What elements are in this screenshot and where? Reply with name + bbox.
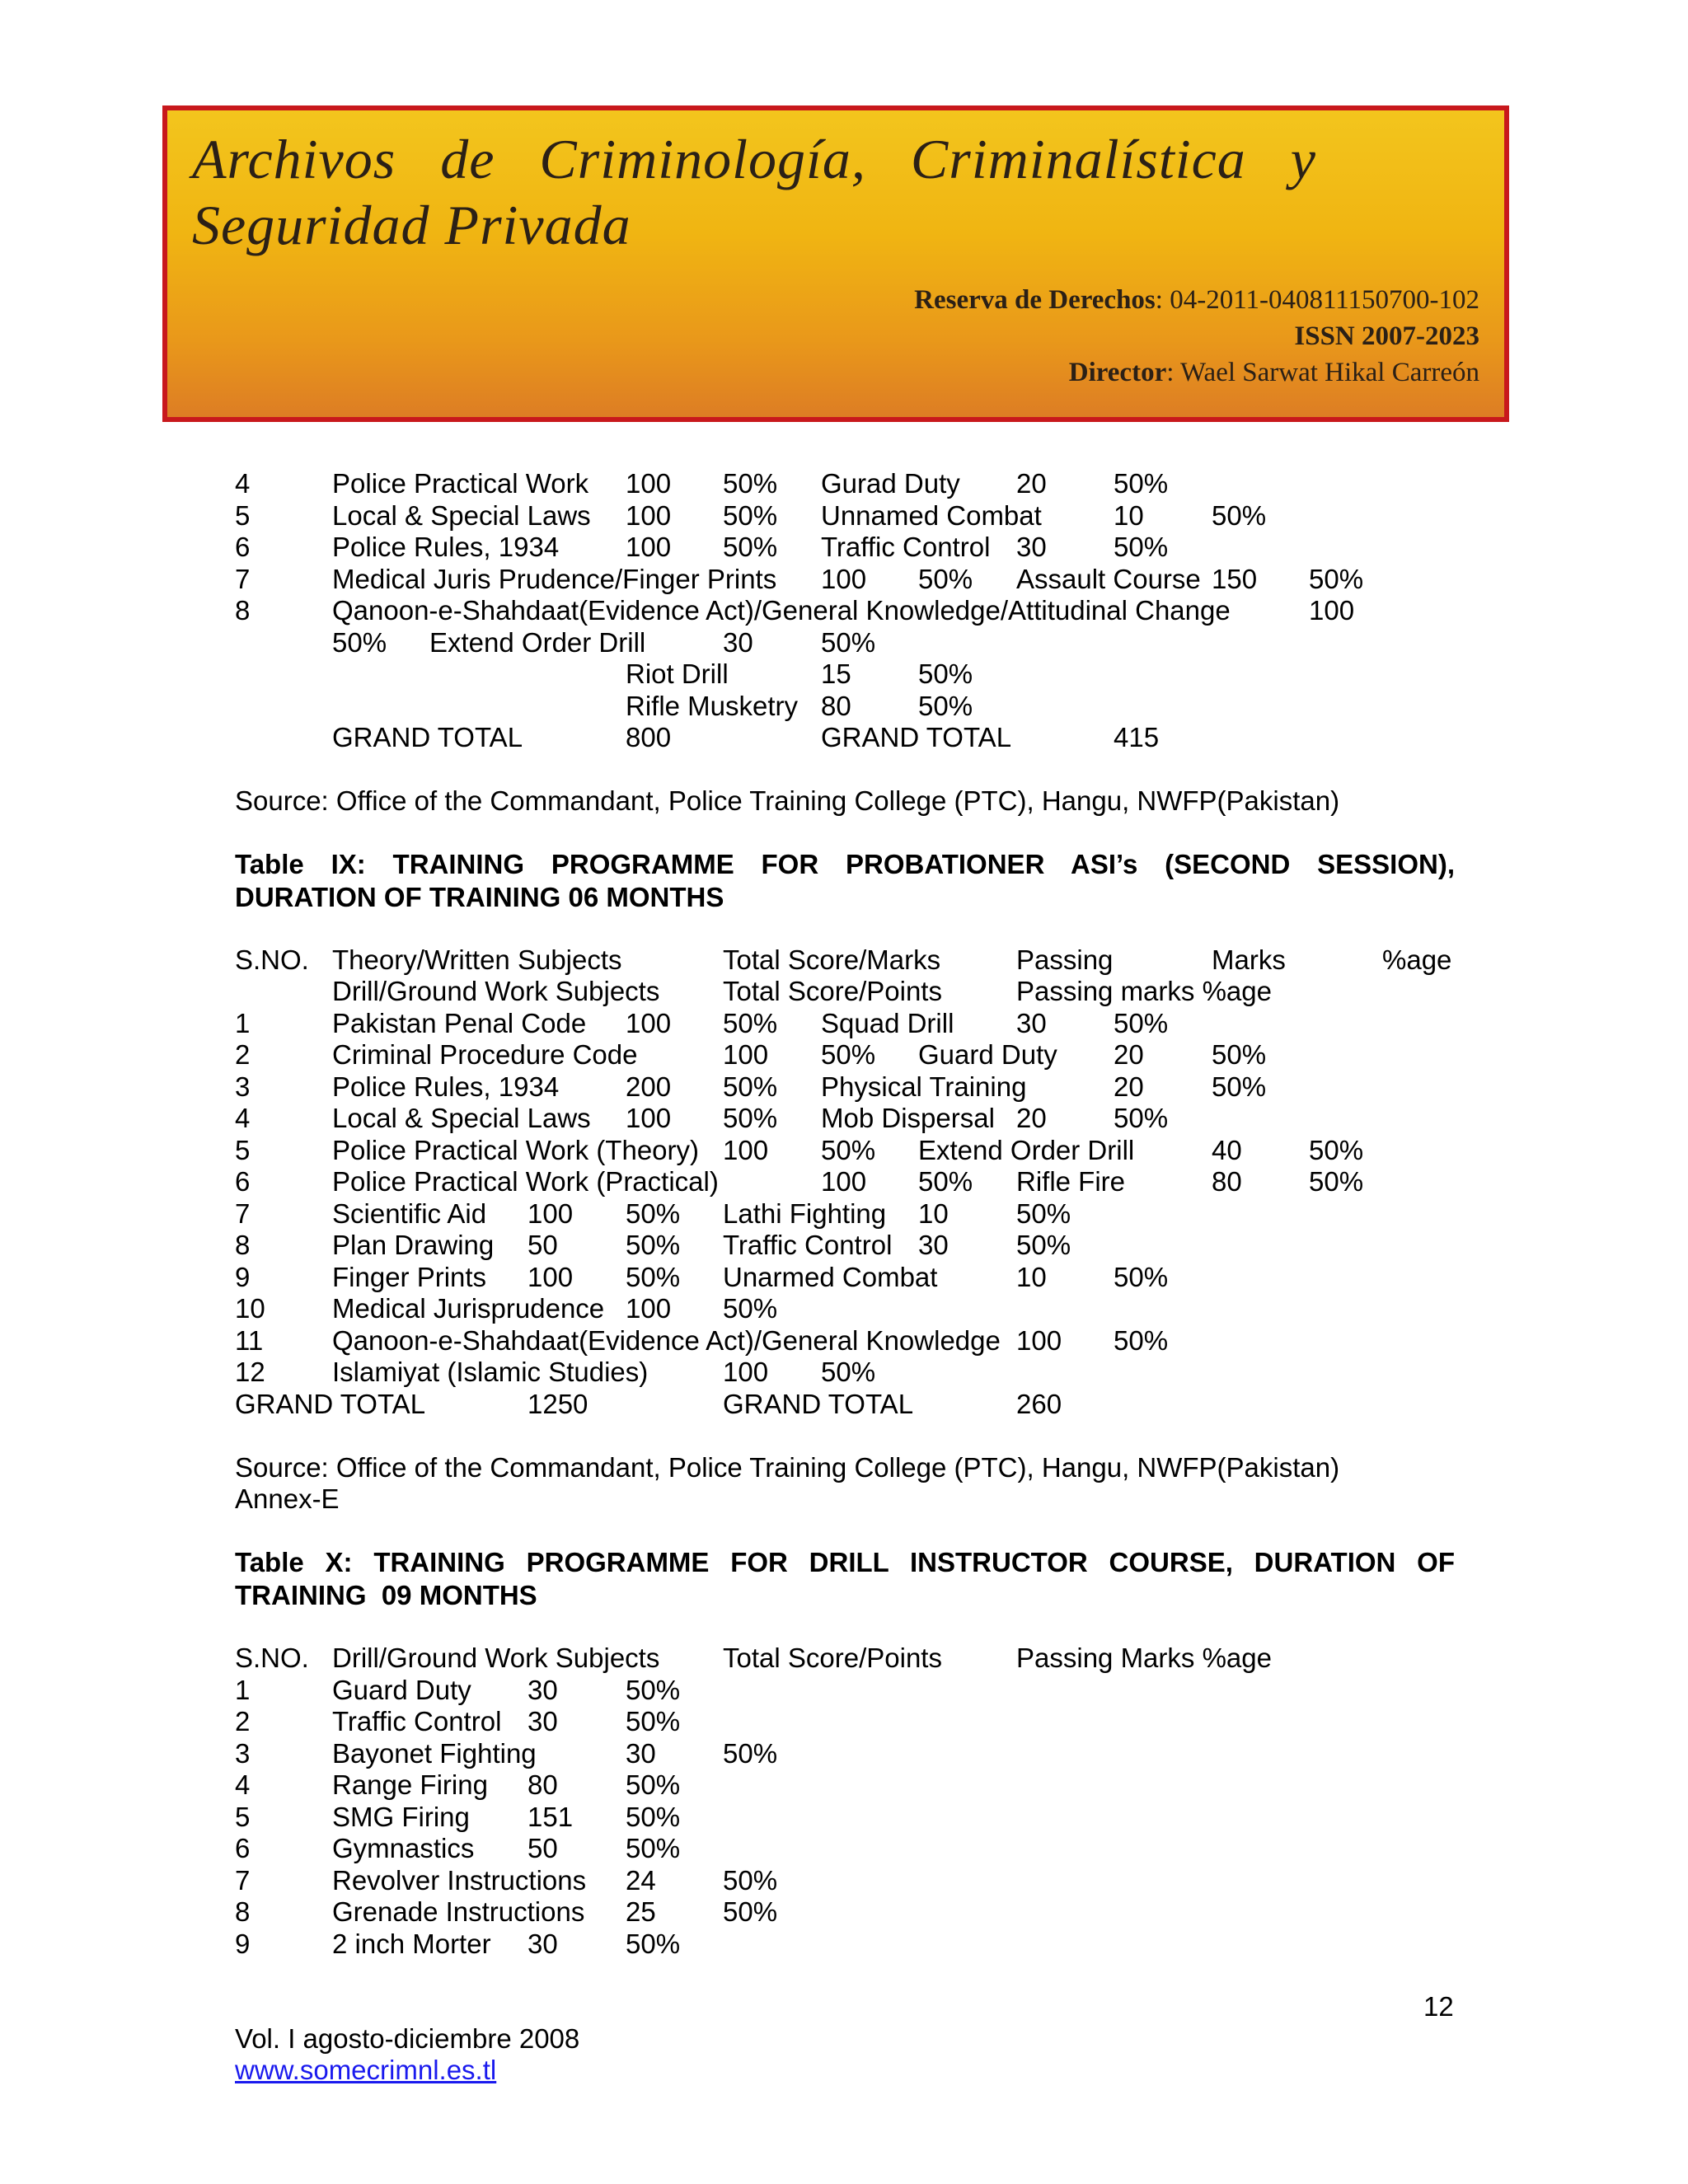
cell: 50% [626, 1230, 681, 1260]
cell: 50% [626, 1198, 681, 1229]
table-row [0, 690, 1688, 723]
cell: 50% [918, 1166, 973, 1197]
cell: 100 [528, 1262, 574, 1292]
table-row [0, 1324, 1688, 1357]
cell: 100 [528, 1198, 574, 1229]
col-header: S.NO. [235, 944, 309, 975]
cell: 100 [1309, 595, 1355, 626]
cell: 9 [235, 1262, 251, 1292]
table-row [0, 1832, 1688, 1865]
cell: 100 [626, 468, 672, 499]
cell: Local & Special Laws [332, 500, 591, 531]
cell: 50 [528, 1833, 558, 1863]
cell: 5 [235, 1135, 251, 1165]
cell: 10 [1016, 1262, 1047, 1292]
cell: Traffic Control [821, 532, 991, 562]
cell: Extend Order Drill [918, 1135, 1135, 1165]
cell: 100 [1016, 1325, 1062, 1356]
cell: GRAND TOTAL [723, 1389, 914, 1419]
cell: 50% [1309, 1135, 1364, 1165]
cell: 50% [1016, 1230, 1071, 1260]
cell: 2 [235, 1706, 251, 1736]
cell: 100 [626, 1293, 672, 1324]
cell: GRAND TOTAL [332, 722, 523, 752]
col-header: %age [1382, 944, 1452, 975]
cell: 30 [528, 1706, 558, 1736]
cell: 50% [626, 1802, 681, 1832]
table-row [0, 563, 1688, 596]
table-row [0, 658, 1688, 691]
cell: 10 [235, 1293, 265, 1324]
cell: 50% [626, 1675, 681, 1705]
table-row [0, 1674, 1688, 1707]
table-header-row [0, 975, 1688, 1008]
source-note: Source: Office of the Commandant, Police Training College (PTC), Hangu, NWFP(Pakistan) [235, 1452, 1340, 1483]
cell: 11 [235, 1325, 264, 1356]
cell: 260 [1016, 1389, 1062, 1419]
col-header: S.NO. [235, 1643, 309, 1673]
col-header: Passing Marks %age [1016, 1643, 1272, 1673]
cell: Police Practical Work (Theory) [332, 1135, 700, 1165]
cell: Extend Order Drill [429, 627, 646, 658]
table-row [0, 1102, 1688, 1135]
table10-heading-line1: Table X: TRAINING PROGRAMME FOR DRILL INSTRUCTOR COURSE, DURATION OF [235, 1547, 1455, 1577]
cell: 50% [332, 627, 387, 658]
table-row [0, 1134, 1688, 1167]
table-row [0, 1229, 1688, 1262]
cell: Grenade Instructions [332, 1896, 585, 1927]
cell: 20 [1114, 1071, 1144, 1102]
table9-heading-line2: DURATION OF TRAINING 06 MONTHS [235, 882, 724, 912]
table9-heading-line1: Table IX: TRAINING PROGRAMME FOR PROBATIONER ASI’s (SECOND SESSION), [235, 849, 1455, 879]
table-row [0, 1896, 1688, 1929]
rights-value: : 04-2011-040811150700-102 [1155, 285, 1479, 315]
table-row [0, 499, 1688, 532]
director-line [1069, 358, 1479, 388]
cell: 50% [1212, 1039, 1267, 1070]
cell: 50% [626, 1769, 681, 1800]
cell: 30 [918, 1230, 949, 1260]
cell: 100 [626, 500, 672, 531]
grand-total-row [0, 1388, 1688, 1421]
cell: 50% [723, 1293, 778, 1324]
cell: 50% [723, 1738, 778, 1769]
table-row [0, 1801, 1688, 1834]
cell: GRAND TOTAL [821, 722, 1012, 752]
cell: Rifle Fire [1016, 1166, 1126, 1197]
cell: Range Firing [332, 1769, 488, 1800]
cell: 9 [235, 1929, 251, 1959]
cell: 25 [626, 1896, 656, 1927]
cell: 30 [528, 1929, 558, 1959]
table-row [0, 1769, 1688, 1802]
cell: Qanoon-e-Shahdaat(Evidence Act)/General Knowledge/Attitudinal Change [332, 595, 1231, 626]
cell: Physical Training [821, 1071, 1027, 1102]
cell: 30 [723, 627, 753, 658]
cell: Revolver Instructions [332, 1865, 587, 1896]
cell: Traffic Control [723, 1230, 893, 1260]
cell: Criminal Procedure Code [332, 1039, 638, 1070]
cell: Plan Drawing [332, 1230, 495, 1260]
page-number: 12 [1423, 1991, 1454, 2022]
cell: Police Practical Work [332, 468, 589, 499]
cell: 8 [235, 595, 251, 626]
director-value: : Wael Sarwat Hikal Carreón [1166, 358, 1479, 387]
table-row [0, 1071, 1688, 1104]
cell: 150 [1212, 564, 1258, 594]
table-row [0, 1038, 1688, 1071]
cell: 50% [1114, 468, 1169, 499]
cell: 6 [235, 1833, 251, 1863]
cell: 80 [1212, 1166, 1242, 1197]
cell: 50% [723, 1896, 778, 1927]
cell: Unnamed Combat [821, 500, 1042, 531]
cell: 5 [235, 1802, 251, 1832]
cell: 6 [235, 1166, 251, 1197]
journal-title-line2: Seguridad Privada [192, 194, 631, 256]
col-header: Theory/Written Subjects [332, 944, 622, 975]
cell: Qanoon-e-Shahdaat(Evidence Act)/General Knowledge [332, 1325, 1001, 1356]
cell: 50% [626, 1833, 681, 1863]
cell: SMG Firing [332, 1802, 470, 1832]
cell: Guard Duty [332, 1675, 471, 1705]
table-header-row [0, 944, 1688, 977]
table10-heading [235, 1546, 1455, 1612]
cell: Pakistan Penal Code [332, 1008, 587, 1038]
cell: Unarmed Combat [723, 1262, 938, 1292]
cell: 50% [1309, 1166, 1364, 1197]
annex-label: Annex-E [235, 1483, 340, 1514]
cell: Islamiyat (Islamic Studies) [332, 1357, 649, 1387]
col-header: Drill/Ground Work Subjects [332, 976, 660, 1006]
cell: 50% [723, 532, 778, 562]
cell: 50% [821, 1357, 876, 1387]
cell: 100 [626, 532, 672, 562]
cell: 15 [821, 658, 851, 689]
cell: GRAND TOTAL [235, 1389, 426, 1419]
cell: 50% [918, 658, 973, 689]
cell: 100 [723, 1135, 769, 1165]
source-note: Source: Office of the Commandant, Police Training College (PTC), Hangu, NWFP(Pakistan) [235, 785, 1340, 816]
cell: 100 [626, 1103, 672, 1133]
cell: Finger Prints [332, 1262, 487, 1292]
cell: Medical Juris Prudence/Finger Prints [332, 564, 777, 594]
cell: 50% [918, 691, 973, 721]
col-header: Passing marks %age [1016, 976, 1272, 1006]
table-row [0, 1928, 1688, 1961]
footer-link-wrap [235, 2054, 496, 2087]
cell: 415 [1114, 722, 1160, 752]
cell: 50% [723, 1103, 778, 1133]
cell: 2 inch Morter [332, 1929, 491, 1959]
cell: 24 [626, 1865, 656, 1896]
cell: 100 [723, 1039, 769, 1070]
cell: 50% [821, 1039, 876, 1070]
col-header: Drill/Ground Work Subjects [332, 1643, 660, 1673]
col-header: Total Score/Marks [723, 944, 941, 975]
cell: Squad Drill [821, 1008, 954, 1038]
cell: 4 [235, 1769, 251, 1800]
cell: 10 [1114, 500, 1144, 531]
cell: 151 [528, 1802, 574, 1832]
cell: 50% [918, 564, 973, 594]
rights-label: Reserva de Derechos [914, 285, 1156, 315]
cell: 50% [1114, 1103, 1169, 1133]
cell: 30 [528, 1675, 558, 1705]
cell: 50% [821, 1135, 876, 1165]
cell: 50% [1114, 1325, 1169, 1356]
cell: 5 [235, 500, 251, 531]
cell: 2 [235, 1039, 251, 1070]
cell: 8 [235, 1230, 251, 1260]
cell: 50% [723, 1008, 778, 1038]
table-row [0, 467, 1688, 500]
cell: 20 [1016, 1103, 1047, 1133]
cell: 50% [1114, 1262, 1169, 1292]
col-header: Total Score/Points [723, 976, 942, 1006]
cell: 1250 [528, 1389, 588, 1419]
cell: 50% [1212, 1071, 1267, 1102]
cell: 20 [1016, 468, 1047, 499]
table-row [0, 1165, 1688, 1198]
issn-line: ISSN 2007-2023 [1294, 321, 1479, 351]
cell: Traffic Control [332, 1706, 502, 1736]
cell: 50% [1016, 1198, 1071, 1229]
cell: 1 [235, 1675, 251, 1705]
director-label: Director [1068, 358, 1167, 387]
table-row [0, 594, 1688, 627]
cell: 4 [235, 1103, 251, 1133]
cell: 100 [821, 564, 867, 594]
cell: 50% [626, 1929, 681, 1959]
cell: 50% [821, 627, 876, 658]
cell: 50% [723, 1865, 778, 1896]
cell: Riot Drill [626, 658, 729, 689]
table-row [0, 1261, 1688, 1294]
footer-website-link[interactable]: www.somecrimnl.es.tl [235, 2055, 497, 2085]
cell: 30 [1016, 532, 1047, 562]
cell: 3 [235, 1071, 251, 1102]
cell: Police Rules, 1934 [332, 532, 560, 562]
cell: 80 [821, 691, 851, 721]
table-row [0, 1356, 1688, 1389]
table10-heading-line2: TRAINING 09 MONTHS [235, 1580, 537, 1610]
cell: 50% [1212, 500, 1267, 531]
cell: Scientific Aid [332, 1198, 487, 1229]
cell: Mob Dispersal [821, 1103, 995, 1133]
col-header: Marks [1212, 944, 1286, 975]
table-row [0, 1197, 1688, 1230]
table-header-row [0, 1642, 1688, 1675]
cell: 40 [1212, 1135, 1242, 1165]
col-header: Passing [1016, 944, 1114, 975]
cell: Medical Jurisprudence [332, 1293, 605, 1324]
cell: Lathi Fighting [723, 1198, 887, 1229]
cell: Rifle Musketry [626, 691, 799, 721]
table-row [0, 1864, 1688, 1897]
cell: 1 [235, 1008, 251, 1038]
table9-heading [235, 848, 1455, 914]
cell: Local & Special Laws [332, 1103, 591, 1133]
cell: 12 [235, 1357, 265, 1387]
cell: 7 [235, 1198, 251, 1229]
table-row [0, 626, 1688, 659]
cell: 20 [1114, 1039, 1144, 1070]
journal-banner [162, 105, 1509, 422]
table-row [0, 1737, 1688, 1770]
cell: 3 [235, 1738, 251, 1769]
cell: 8 [235, 1896, 251, 1927]
table-row [0, 1292, 1688, 1325]
cell: Guard Duty [918, 1039, 1057, 1070]
cell: 100 [723, 1357, 769, 1387]
cell: Police Rules, 1934 [332, 1071, 560, 1102]
cell: 50% [723, 500, 778, 531]
cell: 50% [723, 1071, 778, 1102]
cell: Gymnastics [332, 1833, 475, 1863]
cell: Gurad Duty [821, 468, 960, 499]
cell: 100 [626, 1008, 672, 1038]
cell: 10 [918, 1198, 949, 1229]
cell: 50% [626, 1262, 681, 1292]
cell: 30 [1016, 1008, 1047, 1038]
cell: 4 [235, 468, 251, 499]
cell: 50% [1114, 532, 1169, 562]
cell: 30 [626, 1738, 656, 1769]
cell: 50 [528, 1230, 558, 1260]
table-row [0, 1705, 1688, 1738]
cell: Assault Course [1016, 564, 1201, 594]
cell: 6 [235, 532, 251, 562]
footer-volume: Vol. I agosto-diciembre 2008 [235, 2023, 580, 2054]
cell: 7 [235, 564, 251, 594]
cell: 50% [1114, 1008, 1169, 1038]
cell: 50% [723, 468, 778, 499]
cell: 50% [1309, 564, 1364, 594]
cell: 100 [821, 1166, 867, 1197]
rights-line [914, 285, 1479, 316]
table-row [0, 1007, 1688, 1040]
cell: 80 [528, 1769, 558, 1800]
cell: 800 [626, 722, 672, 752]
col-header: Total Score/Points [723, 1643, 942, 1673]
grand-total-row [0, 721, 1688, 754]
cell: Police Practical Work (Practical) [332, 1166, 719, 1197]
cell: Bayonet Fighting [332, 1738, 537, 1769]
journal-title-line1: Archivos de Criminología, Criminalística y [192, 128, 1316, 190]
cell: 50% [626, 1706, 681, 1736]
cell: 200 [626, 1071, 672, 1102]
cell: 7 [235, 1865, 251, 1896]
table-row [0, 531, 1688, 564]
